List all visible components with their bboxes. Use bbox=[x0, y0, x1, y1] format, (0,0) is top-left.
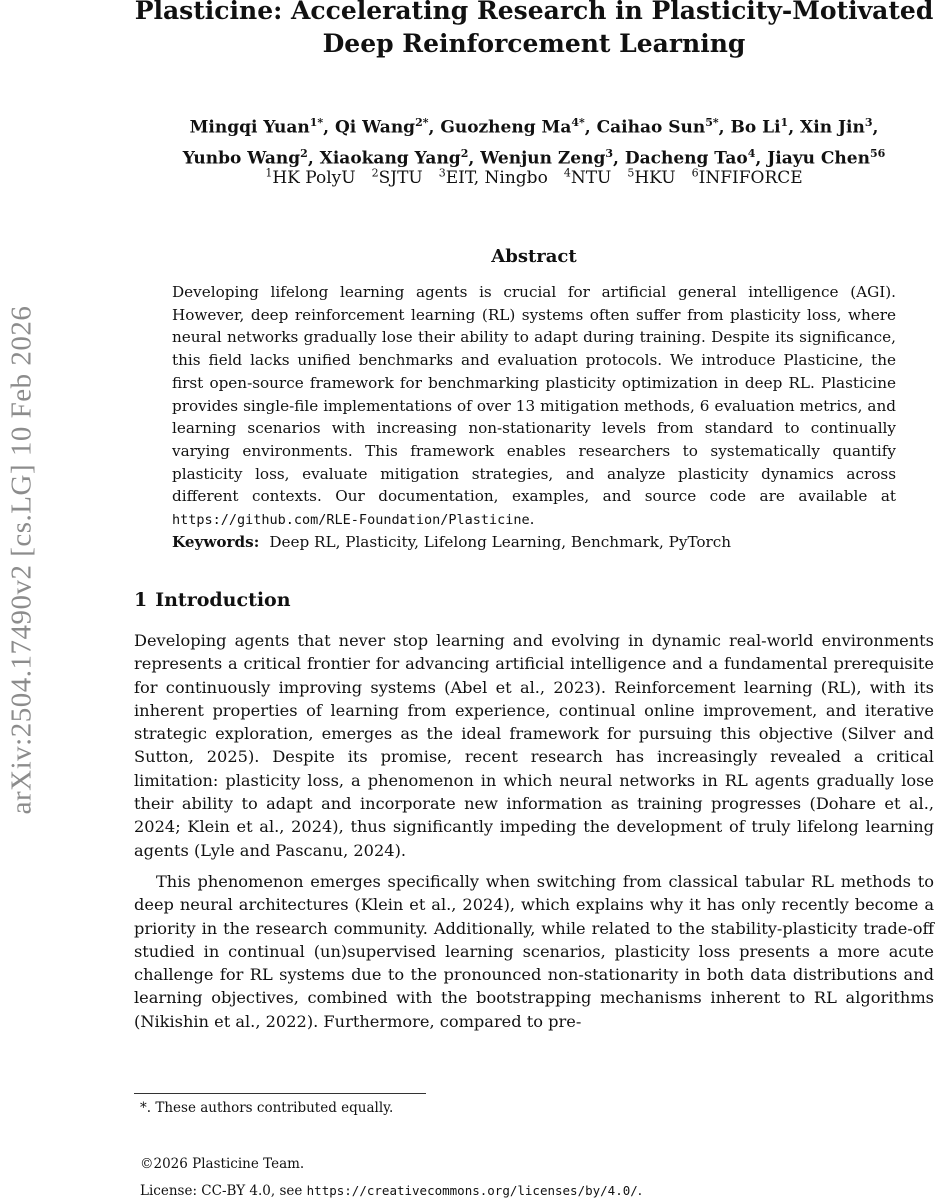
author-affiliation-mark: 4* bbox=[571, 116, 585, 129]
affiliation-mark: 2 bbox=[371, 166, 379, 179]
paper-title: Plasticine: Accelerating Research in Plasticity-Motivated Deep Reinforcement Learning bbox=[134, 0, 934, 58]
affiliation-name: HK PolyU bbox=[272, 167, 356, 188]
affiliation-mark: 6 bbox=[691, 166, 699, 179]
keywords bbox=[172, 531, 896, 553]
author-affiliation-mark: 1* bbox=[309, 116, 324, 129]
keywords-text: Deep RL, Plasticity, Lifelong Learning, Benchmark, PyTorch bbox=[269, 533, 732, 551]
license bbox=[140, 1183, 642, 1199]
author-name: Bo Li bbox=[730, 117, 781, 138]
section-title: Introduction bbox=[155, 589, 291, 611]
footnote-rule bbox=[134, 1093, 426, 1094]
affiliation bbox=[564, 168, 612, 188]
repository-link[interactable]: https://github.com/RLE-Foundation/Plasticine bbox=[172, 512, 530, 529]
author-name: Caihao Sun bbox=[596, 117, 706, 138]
affiliation bbox=[439, 168, 548, 188]
affiliation bbox=[627, 168, 675, 188]
author-name: Xin Jin bbox=[800, 117, 865, 138]
section-number: 1 bbox=[134, 589, 148, 611]
abstract-body: Developing lifelong learning agents is crucial for artificial general intelligence (AGI). However, deep reinforcement learning (RL) systems often suffer from plasticity loss, where neural networks gradually lose their ability to adapt during training. Despite its significance, this field lacks unified benchmarks and evaluation protocols. We introduce Plasticine, the first open-source framework for benchmarking plasticity optimization in deep RL. Plasticine provides single-file implementations of over 13 mitigation methods, 6 evaluation metrics, and learning scenarios with increasing non-stationarity levels from standard to continually varying environments. This framework enables researchers to systematically quantify plasticity loss, evaluate mitigation strategies, and analyze plasticity dynamics across different contexts. Our documentation, examples, and source code are available at bbox=[172, 283, 896, 506]
author-list: Mingqi Yuan$^{1*}$, Qi Wang$^{2*}$, Guozheng $Ma^{4*}$, Caihao Sun$^{5*}$, Bo Li$^1$, Xin Jin$^3$, Yunbo Wang$^2$, Xiaokang Yang$^2$, Wenjun Zeng$^3$, Dacheng Tao$^4$, Jiayu Chen$^{56}$ bbox=[182, 116, 886, 169]
affiliation-name: HKU bbox=[634, 167, 676, 188]
author-name: Qi Wang bbox=[335, 117, 416, 138]
author-affiliation-mark: 1 bbox=[780, 116, 789, 129]
arxiv-identifier-margin bbox=[0, 220, 44, 900]
author-affiliation-mark: 2* bbox=[415, 116, 429, 129]
author-name: Wenjun Zeng bbox=[480, 148, 606, 169]
author-affiliation-mark: 56 bbox=[869, 146, 886, 160]
affiliation bbox=[692, 168, 803, 188]
author-affiliation-mark: 5* bbox=[705, 116, 719, 129]
affiliation-mark: 3 bbox=[438, 166, 446, 179]
abstract-text bbox=[172, 281, 896, 532]
affiliation-mark: 4 bbox=[563, 166, 571, 179]
affiliation-mark: 5 bbox=[627, 166, 635, 179]
affiliation bbox=[372, 168, 423, 188]
author-name: Jiayu Chen bbox=[767, 148, 870, 169]
arxiv-identifier: arXiv:2504.17490v2 [cs.LG] 10 Feb 2026 bbox=[5, 305, 38, 815]
section-heading bbox=[134, 589, 291, 611]
abstract-heading: Abstract bbox=[491, 246, 577, 267]
license-end: . bbox=[637, 1183, 643, 1199]
affiliation-name: SJTU bbox=[378, 167, 423, 188]
author-name: Mingqi Yuan bbox=[189, 117, 310, 138]
author-name: Dacheng Tao bbox=[624, 148, 748, 169]
author-affiliation-mark: 3 bbox=[864, 116, 873, 129]
affiliation bbox=[265, 168, 355, 188]
affiliation-name: INFIFORCE bbox=[698, 167, 803, 188]
author-affiliation-mark: 3 bbox=[605, 146, 614, 160]
paragraph: Developing agents that never stop learning and evolving in dynamic real-world environments represents a critical frontier for advancing artificial intelligence and a fundamental prerequisite for continuously improving systems (Abel et al., 2023). Reinforcement learning (RL), with its inherent properties of learning from experience, continual online improvement, and iterative strategic exploration, emerges as the ideal framework for pursuing this objective (Silver and Sutton, 2025). Despite its promise, recent research has increasingly revealed a critical limitation: plasticity loss, a phenomenon in which neural networks in RL agents gradually lose their ability to adapt and incorporate new information as training progresses (Dohare et al., 2024; Klein et al., 2024), thus significantly impeding the development of truly lifelong learning agents (Lyle and Pascanu, 2024). bbox=[134, 631, 934, 860]
author-affiliation-mark: 2 bbox=[460, 146, 469, 160]
author-name: Xiaokang Yang bbox=[319, 148, 461, 169]
author-name: Guozheng Ma bbox=[440, 117, 572, 138]
copyright: ©2026 Plasticine Team. bbox=[140, 1156, 305, 1172]
license-text: License: CC-BY 4.0, see bbox=[140, 1183, 303, 1199]
section-body bbox=[134, 629, 934, 1033]
affiliation-name: NTU bbox=[570, 167, 612, 188]
footnote: *. These authors contributed equally. bbox=[140, 1100, 394, 1116]
affiliation-mark: 1 bbox=[265, 166, 273, 179]
affiliation-list bbox=[134, 160, 934, 191]
abstract-end: . bbox=[529, 510, 535, 529]
paragraph: This phenomenon emerges specifically when switching from classical tabular RL methods to deep neural architectures (Klein et al., 2024), which explains why it has only recently become a priority in the research community. Additionally, while related to the stability-plasticity trade-off studied in continual (un)supervised learning scenarios, plasticity loss presents a more acute challenge for RL systems due to the pronounced non-stationarity in both data distributions and learning objectives, combined with the bootstrapping mechanisms inherent to RL algorithms (Nikishin et al., 2022). Furthermore, compared to pre- bbox=[134, 871, 934, 1031]
keywords-label: Keywords: bbox=[172, 533, 260, 551]
license-link[interactable]: https://creativecommons.org/licenses/by/4.0/ bbox=[306, 1183, 638, 1198]
affiliation-name: EIT, Ningbo bbox=[445, 167, 548, 188]
author-affiliation-mark: 4 bbox=[747, 146, 756, 160]
author-affiliation-mark: 2 bbox=[300, 146, 308, 160]
author-name: Yunbo Wang bbox=[182, 148, 301, 169]
